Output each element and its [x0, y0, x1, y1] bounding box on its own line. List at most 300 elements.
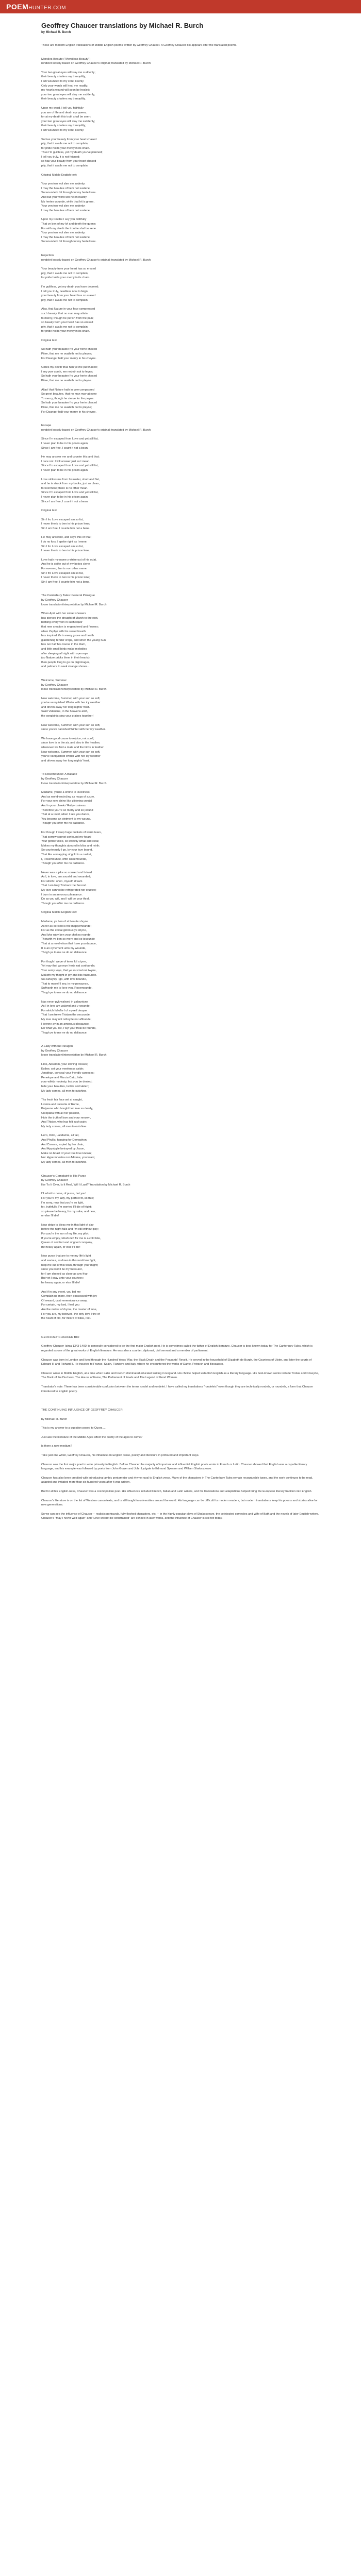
poem-line: Cleopatra with all her passion,	[41, 1112, 80, 1115]
poem-line: has inspired life in every grove and heath	[41, 634, 94, 638]
poem-line: Original text:	[41, 509, 58, 513]
poem-line: Lavinia and Lucretia of Rome,	[41, 1103, 80, 1106]
bio-container	[41, 1344, 320, 1394]
poem-line: my heart's wound will soon be healed;	[41, 89, 90, 92]
poem-line: Love strikes me from his roster, short and flat,	[41, 478, 100, 481]
poem-line: Now welcome, Summer, with your sun so soft,	[41, 723, 101, 727]
poem-line: for pride holds your mercy in its chain.	[41, 330, 90, 333]
poem-line: My lady comes, all men to outshine.	[41, 1089, 87, 1093]
poem-line: For with my deeth the trouthe shal be sene.	[41, 227, 97, 230]
poem-line: Sin I fro Love escaped am so fat,	[41, 571, 84, 575]
poem-line: Sin I fro Love escaped am so fat,	[41, 545, 84, 548]
poem-line: I burn in an amorous pleasance.	[41, 893, 83, 896]
poem-line: your two great eyes will slay me suddenly;	[41, 120, 95, 123]
stanza	[41, 723, 320, 732]
poem	[41, 253, 320, 414]
poem-line: For thogh I wepe of teres ful a tyne,	[41, 960, 87, 963]
poem	[41, 57, 320, 244]
poem	[41, 423, 320, 584]
poem-line: and driven away her long nights' frost.	[41, 759, 90, 762]
poem-line: hide your beauties, Isolde and Helen;	[41, 1085, 89, 1089]
influence-byline: by Michael R. Burch	[41, 1417, 68, 1421]
poem-line: And Thisbe, who has felt such pain;	[41, 1121, 87, 1124]
poem-line: My love may not refreyde nor affounde;	[41, 1018, 92, 1021]
poem-line: For Daunger halt your mercy in his cheyne.	[41, 410, 96, 414]
poem-line: Thogh ye to me ne do no daliaunce.	[41, 991, 88, 994]
stanza	[41, 1223, 320, 1250]
poem-line: I never plan to be in his prison again;	[41, 442, 89, 445]
poem-line: I may the beautee of hem not sustene.	[41, 209, 91, 212]
poem-line: I may the beautee of hem not sustene,	[41, 187, 91, 190]
poem-line: That like a wrapping of gold in a casket,	[41, 853, 92, 856]
poem-title: Escape	[41, 424, 52, 428]
influence-paragraph: This is my answer to a question posed to Quora ...	[41, 1427, 106, 1430]
logo-domain: HUNTER.COM	[28, 5, 67, 11]
poem-line: Now welcome, Summer, with your sun so soft,	[41, 697, 101, 700]
poem-line: I'll admit to none, of purse, but you!	[41, 1192, 86, 1196]
poem-subtitle: rondelet loosely based on Geoffrey Chaucer's original; translated by Michael R. Burch	[41, 258, 151, 262]
poem-line: Allas! that Nature hath in yow compassed	[41, 388, 94, 392]
poem-line: Never was a pike so soused and brined	[41, 871, 92, 874]
poem-line: Now welcome, Summer, with your sun so soft,	[41, 750, 101, 754]
stanza	[41, 267, 320, 280]
stanza	[41, 1062, 320, 1093]
stanza	[41, 509, 320, 513]
poem-line: That I am truly Tristram the Second.	[41, 884, 87, 888]
poem-line: you've vanquished Winter with her icy weather	[41, 755, 101, 758]
stanza	[41, 307, 320, 334]
poem-line: Upon my word, I tell you faithfully	[41, 106, 84, 110]
poem-line: so has your beauty from your heart chased	[41, 160, 96, 163]
intro-paragraph: These are modern English translations of Middle English poems written by Geoffrey Chaucer. A Geoffrey Chaucer bio appears after the translated poems.	[41, 44, 237, 47]
poem-line: since you've banished Winter with her icy weather.	[41, 728, 106, 732]
poem-line: Esther, set your meekness aside;	[41, 1067, 84, 1071]
logo-name: POEM	[6, 3, 29, 11]
poem-line: Thus I'm guiltless, yet my death you've planned;	[41, 151, 103, 155]
poem-line: your beauty from your heart has so erased	[41, 294, 96, 298]
poem-line: for I am shaved as close as any friar.	[41, 1272, 89, 1276]
poem-line: My hertes wounde, while that hit is grene,	[41, 200, 94, 204]
poem-line: and driven away her long nights' frost.	[41, 705, 90, 709]
poem-line: That at a revel, when I see you dance,	[41, 813, 90, 817]
poem-line: their beauty shatters my tranquility;	[41, 124, 86, 128]
poem-line: And if in any event, you bid me	[41, 1290, 81, 1294]
bio-paragraph: Chaucer wrote in Middle English, at a time when Latin and French dominated educated writing in England. His choice helped establish English as a literary language. His best-known works include Troilus and Criseyde, The Book of the Duchess, The House of Fame, The Parliament of Fowls and The Legend of Good Women.	[41, 1371, 319, 1380]
site-header	[0, 0, 361, 13]
poem-line: your wifely modesty, lest you be denied;	[41, 1080, 92, 1084]
poem-line: Though you offer me no dalliance.	[41, 902, 85, 905]
stanza	[41, 1254, 320, 1285]
poem-line: be heavy again, or else I'll die!	[41, 1281, 80, 1284]
poem-subtitle: by Geoffrey Chaucer loose translation/interpretation by Michael R. Burch	[41, 1049, 107, 1057]
poem-line: And lyke ruby ben your chekes rounde.	[41, 933, 92, 937]
poem-line: you've vanquished Winter with her icy weather	[41, 701, 101, 705]
poem-line: Though you offer me no dalliance.	[41, 862, 85, 866]
poem-line: Saint Valentine, in the heavens aloft,	[41, 710, 88, 714]
poem-line: Maketh my thoght in joy and blis habounde.	[41, 973, 97, 977]
poem-line: That at a revel whan that I see you daunce,	[41, 942, 97, 945]
poem-line: My love cannot be refrigerated nor crusted;	[41, 889, 96, 892]
poem-line: Upon my trouthe I sey you feithfully	[41, 218, 87, 222]
influence-paragraph: Take just one writer, Geoffrey Chaucer, his influence on English prose, poetry and literature in profound and important ways.	[41, 1454, 200, 1458]
poem-line: You become an ointment to my wound,	[41, 817, 91, 821]
poem-title: To Rosemounde: A Ballade	[41, 773, 77, 776]
poem-line: For your rays shine like glittering crystal	[41, 800, 92, 803]
poem-title: A Lady without Paragon	[41, 1045, 73, 1048]
poem-line: And in your cheeks' Ruby-rosiness	[41, 804, 86, 807]
poem-line: I sey yow sooth, me nedeth not to feyne;	[41, 370, 93, 374]
poem-line: forevermore; there is no other mean.	[41, 486, 88, 490]
bio-paragraph: Geoffrey Chaucer (circa 1343-1400) is generally considered to be the first major English poet. He is sometimes called the father of English literature. Chaucer is best known today for The Canterbury Tales, which is regarded as one of the great works of English literature. He was also a courtier, diplomat, civil servant and a member of parliament.	[41, 1345, 313, 1352]
stanza	[41, 737, 320, 764]
poem-line: Only your words will heal me readily;	[41, 84, 88, 88]
poem-line: that new creation is engendered and flowers;	[41, 625, 99, 629]
stanza	[41, 1290, 320, 1321]
poem-line: I am wounded to my core, keenly.	[41, 128, 85, 132]
poem-line: My lady comes, all men to outshine.	[41, 1125, 87, 1128]
poem-line: Since I'm escaped from Love and yet still fat,	[41, 464, 99, 468]
poem-line: and little small birds make melodies	[41, 647, 87, 651]
site-logo[interactable]	[6, 3, 66, 11]
poem-line: Complain no more, then possessed with joy	[41, 1295, 97, 1298]
stanza	[41, 388, 320, 415]
poem-line: Pitee, that me ne availeth not to pleyne;	[41, 406, 92, 409]
poem-line: for at my death this truth shall be seen:	[41, 115, 91, 119]
poem-line: gladdening tender crops, and when the young Sun	[41, 638, 106, 642]
stanza	[41, 365, 320, 383]
stanza	[41, 182, 320, 213]
influence-paragraph: Chaucer has also been credited with introducing iambic pentameter and rhyme royal to English verse. Many of the characters in The Canterbury Tales remain recognizable types, and the work continues to be read, adapted and imitated more than six hundred years after it was written.	[41, 1476, 313, 1484]
stanza	[41, 455, 320, 472]
poem-line: I never thenk to ben in his prison lene;	[41, 522, 90, 526]
poem-line: pity, that it avails me not to complain;	[41, 272, 89, 275]
poem-line: Makes my thoughts abound in bliss and mirth;	[41, 844, 100, 848]
poem-line: Your beauty from your heart has so erased	[41, 267, 96, 271]
poem-line: So hath your beautee fro your herte chaced	[41, 375, 97, 378]
stanza	[41, 910, 320, 915]
poem-line: I tell you truly, it is not feigned;	[41, 155, 80, 159]
poem-line: So greet beautee, that no man may atteyne	[41, 393, 97, 396]
poem-line: I care not: I will answer just as I mean.	[41, 460, 90, 463]
poem-line: That to myself I sey, in my penaunce,	[41, 982, 89, 986]
poem-line: That sorrow cannot confound my heart;	[41, 835, 92, 839]
poem-line: Your yen two wol slee me sodenly;	[41, 205, 86, 208]
stanza	[41, 960, 320, 995]
intro	[41, 43, 320, 48]
poem-line: So curtaysly I go, with love bounde,	[41, 978, 87, 981]
poem-line: such beauty, that no man may attain	[41, 312, 88, 315]
poem-line: I'm guiltless, yet my death you have decreed;	[41, 285, 99, 289]
poem-line: before the night falls and I'm still without pay;	[41, 1228, 99, 1231]
poem-line: pity, that it avails me not to complain.	[41, 298, 89, 302]
poem-line: Your yen two wol slee me sodenly;	[41, 182, 86, 186]
poem-line: Thy fresh fair face set at naught,	[41, 1098, 83, 1102]
bio-paragraph: Translator's note: There has been considerable confusion between the terms rondel and rondelet. I have called my translations "rondelets" even though they are technically rondels, or roundels, a form that Chaucer introduced to English poetry.	[41, 1385, 314, 1393]
influence-paragraph: So we can see the influence of Chaucer -- realistic portrayals, fully fleshed characters, etc. -- in the highly popular plays of Shakespeare, the celebrated comedies and Wife of Bath and the novels of later English writers. Chaucer's "May I never wed again" and "Love will not be constrained" are echoed in later works, and the influence of Chaucer is still felt today.	[41, 1512, 319, 1520]
poem-line: And as world-encircling as maps of azure.	[41, 795, 95, 799]
influence-paragraph: Just ask the literature of the Middle Ages affect the poetry of the ages to come?	[41, 1435, 143, 1439]
bio-paragraph: Chaucer was born in London and lived through the Hundred Years' War, the Black Death and the Peasants' Revolt. He served in the household of Elizabeth de Burgh, the Countess of Ulster, and later the courts of Edward III and Richard II. He traveled to France, Spain, Flanders and Italy, where he encountered the works of Dante, Petrarch and Boccaccio.	[41, 1358, 312, 1366]
poem-line: He may answere, and seye this or that;	[41, 536, 92, 539]
poem-line: Jonathan, conceal your friendly caresses;	[41, 1072, 94, 1075]
stanza	[41, 1133, 320, 1164]
poem-line: Polyxena who bought her love so dearly,	[41, 1107, 93, 1111]
poem-subtitle: rondelet loosely based on Geoffrey Chaucer's original; translated by Michael R. Burch	[41, 428, 151, 432]
poem-line: For you're my lady, my perfect fit, so true;	[41, 1196, 94, 1200]
bio-heading: GEOFFREY CHAUCER BIO	[41, 1335, 79, 1339]
stanza	[41, 518, 320, 531]
page-title: Geoffrey Chaucer translations by Michael R. Burch	[41, 22, 204, 29]
stanza	[41, 697, 320, 719]
poem-line: Original Middle English text:	[41, 911, 77, 914]
poem-line: For which ful ofte I of myself devyne	[41, 1009, 88, 1012]
poem-line: I'm sorry, now that you're so light,	[41, 1201, 84, 1205]
poem-line: That ye ben of my lyf and deeth the quene;	[41, 223, 96, 226]
poem-line: Suffyseth me to love you, Rosemounde,	[41, 987, 93, 990]
poem-line: For as the cristal glorious ye shyne,	[41, 929, 87, 933]
poem-line: help me out of this town, through your might;	[41, 1263, 99, 1267]
poem-title: Rejection	[41, 253, 54, 257]
poem-line: So hath your beautee fro your herte chaced	[41, 401, 97, 405]
poem-line: I brenne ay in an amorous plesaunce.	[41, 1022, 90, 1026]
poem-line: their beauty shatters my tranquility.	[41, 97, 86, 101]
poem-line: For you're the sun of my life, my pilot;	[41, 1232, 89, 1236]
influence-heading: THE CONTINUING INFLUENCE OF GEOFFREY CHAUCER	[41, 1409, 123, 1412]
poem-line: I never plan to be in his prison again;	[41, 495, 89, 499]
stanza	[41, 173, 320, 178]
poem-line: We have good cause to rejoice, not scoff,	[41, 737, 94, 740]
poem-line: If you're empty, what's left for me is a cold bite,	[41, 1236, 101, 1240]
stanza	[41, 285, 320, 302]
poem-line: Hero, Dido, Laodamia, all fair,	[41, 1134, 79, 1138]
poem	[41, 772, 320, 1035]
poem-line: So woundeth hit thourghout my herte kene.	[41, 240, 96, 244]
poem-line: I never plan to be in his prison again.	[41, 468, 89, 472]
stanza	[41, 535, 320, 553]
poem-line: Sin I am free, I counte him not a bene.	[41, 527, 90, 530]
poem-line: So hath your beautee fro your herte chaced	[41, 348, 97, 351]
poem-title: Chaucer's Complaint to His Purse	[41, 1174, 86, 1178]
influence-paragraph: Chaucer was the first major poet to write primarily in English. Before Chaucer the majority of important and influential English poets wrote in French or Latin. Chaucer showed that English was a capable literary language, and his example was followed by poets from John Gower and John Lydgate to Edmund Spenser and William Shakespeare.	[41, 1463, 307, 1471]
poem-line: Are the maker of rhyme, the master of tune,	[41, 1308, 97, 1311]
poem-line: so please be heavy, for my sake, and new,	[41, 1210, 96, 1213]
poem-line: Of reward, cast remembrance away.	[41, 1299, 88, 1302]
poem-line: Pitee, that me ne availeth not to pleyne.	[41, 379, 92, 383]
poem-line: your two great eyes will slay me suddenly;	[41, 93, 95, 96]
poems-container	[41, 57, 320, 1321]
poem-line: Giltles my deeth thus han ye me purchaced;	[41, 366, 98, 369]
poem-line: Madame, you're a shrine to loveliness	[41, 791, 90, 794]
poem-line: I never thenk to ben in his prison lene.	[41, 549, 90, 553]
poem	[41, 679, 320, 764]
poem-line: the heart of old, for milord of bliss, rest.	[41, 1317, 91, 1320]
poem	[41, 594, 320, 669]
poem-line: Thogh ye to me ne do no daliaunce.	[41, 1031, 88, 1035]
stanza	[41, 612, 320, 669]
poem	[41, 1044, 320, 1164]
byline: by Michael R. Burch	[41, 31, 71, 34]
poem-line: and he is struck from my books, just as clean,	[41, 482, 100, 486]
poem-line: Since I am free, I count it not a bean.	[41, 500, 89, 503]
poem-subtitle: by Geoffrey Chaucer loose translation/interpretation by Michael R. Burch	[41, 777, 107, 785]
influence-container	[41, 1426, 320, 1521]
poem-line: For Daunger halt your mercy in his cheyne.	[41, 357, 96, 360]
poem-line: you are of life and death my queen;	[41, 111, 87, 114]
stanza	[41, 437, 320, 450]
poem-line: So woundeth hit thourghout my herte kene.	[41, 191, 96, 195]
poem-line: Love hath my name y-strike out of his sclat,	[41, 558, 97, 562]
poem-line: I, Rosemounde, offer Rosemounde,	[41, 857, 87, 861]
poem-line: Sin I fro Love escaped am so fat,	[41, 518, 84, 521]
poem-line: has pierced the drought of March to the root,	[41, 616, 99, 620]
poem-title: Welcome, Summer	[41, 679, 67, 682]
poem-line: Now purse that are to me my life's light	[41, 1255, 91, 1258]
poem-line: Do what you list, I wyl your thral be founde,	[41, 1027, 96, 1030]
stanza	[41, 790, 320, 826]
poem-line: the songbirds sing your praises together!	[41, 715, 94, 718]
poem-line: when Zephyr with his sweet breath	[41, 630, 86, 633]
poem-line: But yet I pray unto your courtesy:	[41, 1277, 84, 1280]
poem-line: Yet may that wo myn herte nat confounde;	[41, 964, 95, 968]
poem-line: Your semy voys, that ye so smal out twyne,	[41, 969, 97, 972]
poem-subtitle: by Geoffrey Chaucer like "Is It Over, Is It Real, Will It Last?" translation by Michael R. Burch	[41, 1179, 130, 1187]
poem-line: I tell you truly, needless now to feign:	[41, 290, 89, 293]
influence-paragraph: But for all his English-ness, Chaucer was a cosmopolitan poet. His influences included French, Italian and Latin writers, and his translations and adaptations helped bring the European literary tradition into English.	[41, 1490, 313, 1494]
poem-line: I am wounded to my core, keenly.	[41, 79, 85, 83]
stanza	[41, 138, 320, 168]
poem-line: so beauty from your heart has so erased	[41, 321, 93, 325]
poem-line: So has your beauty from your heart chased	[41, 138, 97, 141]
poem-line: Your two great eyes will slay me suddenly;	[41, 71, 95, 74]
poem-line: Hide, Absalom, your shining tresses;	[41, 1063, 88, 1066]
poem-line: Sin I am free, I counte him not a bene.	[41, 580, 90, 584]
poem-line: then people long to go on pilgrimages,	[41, 660, 90, 664]
poem-line: So courteously I go, by your love bound,	[41, 849, 93, 852]
poem-line: pity, that it avails me not to complain;	[41, 142, 89, 146]
poem-line: for pride holds your mercy in its chain.	[41, 276, 90, 280]
poem-line: And Hypsipyle betrayed by Jason,	[41, 1147, 85, 1151]
poem-line: I may the beautee of hem not sustene,	[41, 235, 91, 239]
poem-line: My lady comes, all men to outshine.	[41, 1160, 87, 1164]
poem-line: Original Middle English text:	[41, 173, 77, 177]
poem-line: Penelope and Marcia Cato, hide	[41, 1076, 83, 1079]
poem-line: Now deign to bless me in this light of day	[41, 1223, 94, 1227]
poem-line: Pitee, that me ne availeth not to pleyne;	[41, 352, 92, 356]
poem-line: To mercy, though he sterve for the peyne.	[41, 397, 94, 400]
poem-line: Make no boast of your true love known;	[41, 1151, 92, 1155]
poem-line: Since I'm escaped from Love and yet still fat,	[41, 437, 99, 441]
poem-line: Alas, that Nature in your face compressed	[41, 308, 95, 311]
poem-title: The Canterbury Tales: General Prologue	[41, 594, 95, 598]
poem-line: Thogh ye to me ne do no daliaunce.	[41, 951, 88, 955]
poem-line: And but your word wol helen hastily	[41, 196, 87, 199]
poem-line: or else I'll die!	[41, 1214, 59, 1218]
poem-line: I do no fors, I speke right as I mene.	[41, 540, 88, 544]
poem-line: pity, that it avails me not to complain.	[41, 164, 89, 168]
poem-line: It is an oynement unto my wounde,	[41, 946, 86, 950]
poem-line: Therefore you're so merry and so jocund	[41, 808, 93, 812]
stanza	[41, 478, 320, 504]
poem-line: since love is in the air, and also in the heather,	[41, 741, 101, 745]
poem-line: after sleeping all night with open eye	[41, 652, 88, 655]
poem-line: Hide the truth of love and your renown,	[41, 1116, 91, 1120]
stanza	[41, 217, 320, 244]
poem-line: Be heavy again, or else I'll die!	[41, 1245, 80, 1249]
stanza	[41, 558, 320, 585]
poem-line: whenever we find a mate and the birds in feather.	[41, 746, 105, 750]
poem-line: For certain, my lord, I feel you	[41, 1303, 79, 1307]
influence-paragraph: Chaucer's literature is on the list of Western canon texts, and is still taught in universities around the world. His language can be difficult for modern readers, but modern translations keep his poems and stories alive for new generations.	[41, 1499, 318, 1507]
stanza	[41, 920, 320, 955]
poem-line: Since I am free, I count it not a bean.	[41, 446, 89, 450]
poem-line: For you are, my beloved, the only love I tire of	[41, 1312, 100, 1316]
poem-line: Do as you will, and I will be your thrall,	[41, 897, 90, 901]
poem-line: Therwith ye ben so mery and so jocounde	[41, 938, 95, 941]
poem-line: As I, in love, am sousèd and wounded;	[41, 875, 91, 879]
poem-title: Merciles Beaute ("Merciless Beauty")	[41, 57, 91, 61]
stanza	[41, 71, 320, 101]
poem-line: Since I'm escaped from Love and yet still fat,	[41, 491, 99, 495]
poem-line: Your gentle voice, so sweetly small and clear,	[41, 840, 100, 843]
poem-line: for, truthfully, I'm worried I'll die of fright;	[41, 1206, 92, 1209]
stanza	[41, 1098, 320, 1129]
poem-line: As I in love am walwed and y-wounde;	[41, 1005, 91, 1008]
poem-line: And he is strike out of my bokes clene	[41, 563, 90, 566]
poem-line: for pride holds your mercy in its chain.	[41, 146, 90, 150]
poem-line: Nas never pyk walwed in galauntyne	[41, 1000, 88, 1004]
poem-line: I never thenk to ben in his prison lene;	[41, 576, 90, 580]
stanza	[41, 106, 320, 133]
poem-line: That I am trewe Tristam the secounde.	[41, 1013, 91, 1017]
poem-subtitle: by Geoffrey Chaucer loose translation/interpretation by Michael R. Burch	[41, 599, 107, 606]
poem-line: (so Nature pricks them in their hearts),	[41, 656, 91, 660]
poem-line: since you won't be my treasurer,	[41, 1268, 83, 1272]
poem-subtitle: rondelet loosely based on Geoffrey Chaucer's original; translated by Michael R. Burch	[41, 62, 151, 65]
poem-line: And Canace, espied by her chair,	[41, 1143, 84, 1146]
poem-line: pity, that it avails me not to complain;	[41, 325, 89, 329]
stanza	[41, 831, 320, 866]
poem-line: and saviour, as down in this world we fight,	[41, 1259, 96, 1263]
poem-line: When April with her sweet showers	[41, 612, 86, 616]
stanza	[41, 338, 320, 343]
poem-line: He may answer me and counter this and that;	[41, 455, 100, 459]
influence-paragraph: Is there a new medium?	[41, 1445, 72, 1448]
poem-subtitle: by Geoffrey Chaucer loose translation/interpretation by Michael R. Burch	[41, 683, 107, 691]
stanza	[41, 871, 320, 906]
poem-line: bathing every vein in such liquor	[41, 621, 83, 624]
poem-line: For though I weep huge buckets of warm tears,	[41, 831, 102, 834]
poem	[41, 1174, 320, 1321]
poem-line: And Phyllis, hanging for Demophon,	[41, 1138, 88, 1142]
article	[0, 13, 361, 1546]
stanza	[41, 1000, 320, 1036]
poem-line: Nor Hypermnestra nor Adriane, you twain;	[41, 1156, 95, 1160]
poem-line: For which I often, myself, dream	[41, 879, 83, 883]
stanza	[41, 347, 320, 361]
poem-line: As fer as cercled is the mappemounde;	[41, 924, 92, 928]
poem-line: Original text:	[41, 338, 58, 342]
poem-line: and palmers to seek strange shores...	[41, 665, 90, 669]
poem-line: their beauty shatters my tranquility;	[41, 75, 86, 79]
poem-line: Queen of comfort and of good company,	[41, 1241, 93, 1245]
poem-line: Your yen two wol slee me sodenly;	[41, 231, 86, 235]
poem-line: to mercy, though he perish from the pain;	[41, 316, 94, 320]
poem-line: For evermo; ther is non other mene.	[41, 567, 88, 571]
stanza	[41, 1192, 320, 1218]
poem-line: Though you offer me no dalliance.	[41, 822, 85, 825]
poem-line: has run half his course in the Ram,	[41, 643, 86, 647]
poem-line: Madame, ye ben of al beaute shryne	[41, 920, 88, 924]
